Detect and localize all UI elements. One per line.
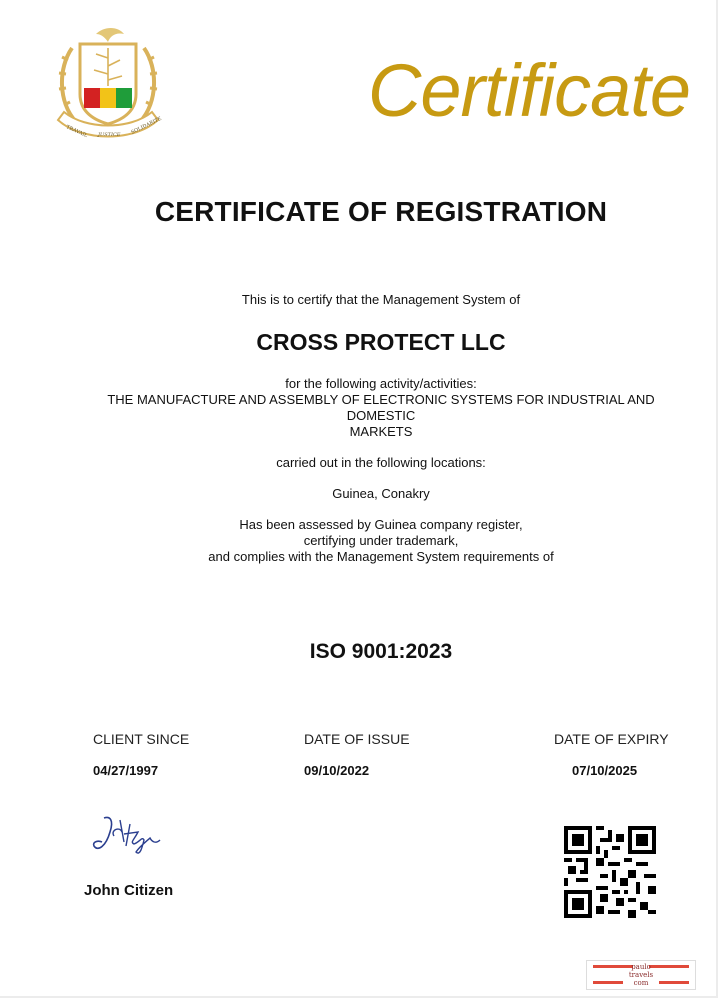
emblem-motto-right: SOLIDARITE (130, 115, 163, 136)
client-since-label: CLIENT SINCE (93, 731, 190, 747)
client-since-value: 04/27/1997 (93, 763, 159, 778)
qr-code (564, 826, 656, 918)
iso-standard: ISO 9001:2023 (309, 640, 453, 663)
activity-line-1: THE MANUFACTURE AND ASSEMBLY OF ELECTRONIC SYSTEMS FOR INDUSTRIAL AND (107, 392, 655, 407)
emblem-motto-left: TRAVAIL (65, 124, 89, 140)
locations-intro: carried out in the following locations: (276, 455, 486, 470)
expiry-date-value: 07/10/2025 (572, 763, 638, 778)
assessment-line-2: certifying under trademark, (303, 533, 459, 548)
emblem-motto-bottom: JUSTICE (98, 132, 121, 138)
signer-name: John Citizen (84, 882, 174, 899)
signature-image (90, 812, 170, 860)
intro-text: This is to certify that the Management System of (241, 292, 521, 307)
watermark-line-2: travels (628, 971, 654, 979)
issue-date-value: 09/10/2022 (304, 763, 370, 778)
issue-date-label: DATE OF ISSUE (304, 731, 410, 747)
certificate-title: Certificate (367, 49, 690, 132)
assessment-line-3: and complies with the Management System requirements of (208, 549, 554, 564)
watermark-line-1: paulo (631, 963, 651, 971)
location-text: Guinea, Conakry (332, 486, 430, 501)
activity-line-2: DOMESTIC (346, 408, 416, 423)
assessment-line-1: Has been assessed by Guinea company register, (239, 517, 523, 532)
watermark-line-3: com (633, 979, 649, 987)
expiry-date-label: DATE OF EXPIRY (554, 731, 669, 747)
coat-of-arms-emblem (52, 24, 164, 146)
activity-intro: for the following activity/activities: (285, 376, 477, 391)
watermark-badge (586, 960, 696, 990)
page-heading: CERTIFICATE OF REGISTRATION (154, 196, 608, 227)
activity-line-3: MARKETS (349, 424, 413, 439)
company-name: CROSS PROTECT LLC (256, 329, 506, 355)
